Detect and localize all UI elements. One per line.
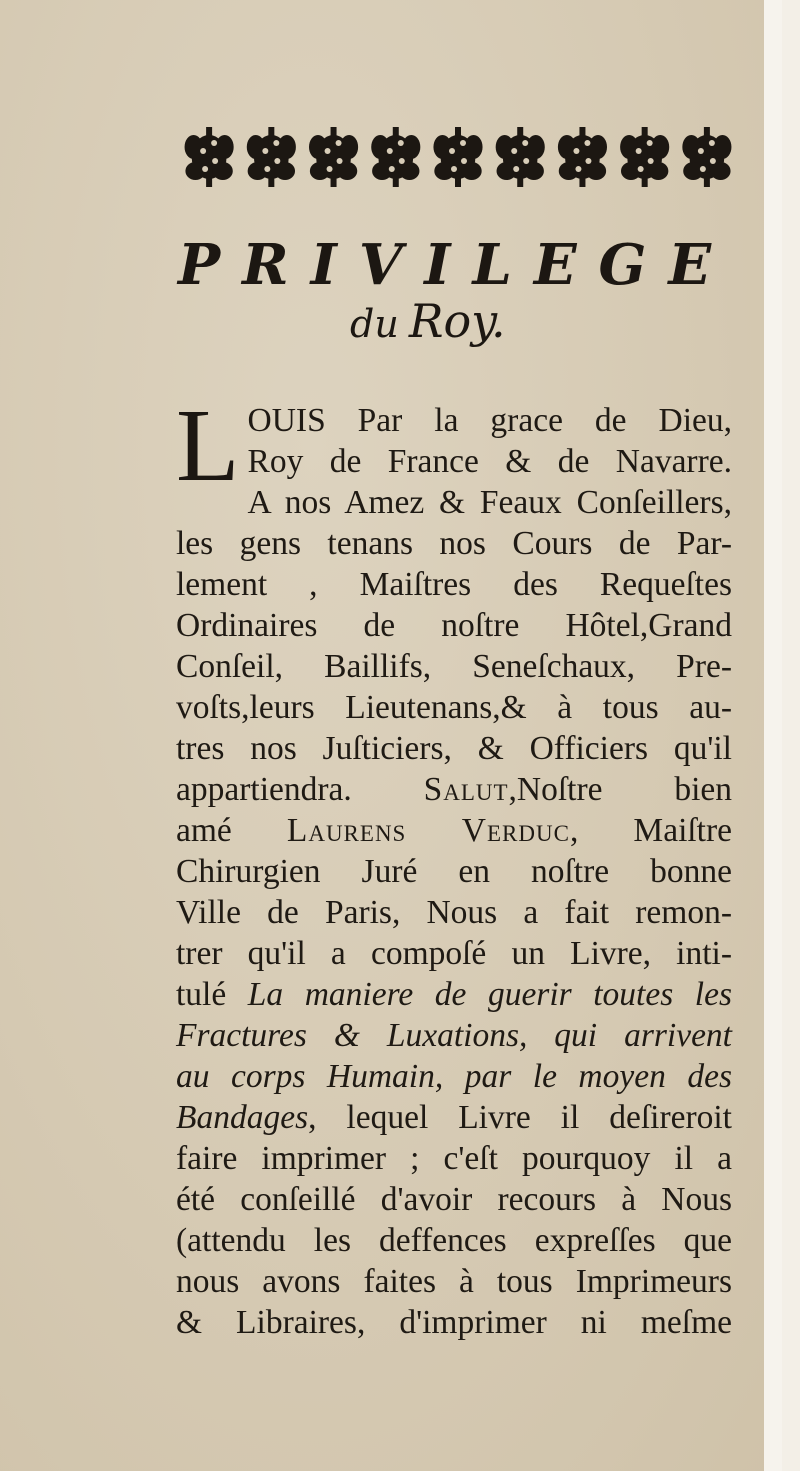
floral-ornament-band	[178, 124, 738, 190]
text-line	[176, 523, 732, 564]
text-run: trer qu'il a compoſé un Livre, inti-	[176, 935, 732, 972]
text-line	[176, 564, 732, 605]
text-run: faire imprimer ; c'eſt pourquoy il a	[176, 1140, 732, 1177]
subtitle-du: du	[350, 302, 399, 346]
text-line	[176, 1097, 732, 1138]
fleuron-icon	[620, 127, 669, 187]
fleuron-icon	[682, 127, 731, 187]
text-line	[176, 769, 732, 810]
fleuron-icon	[558, 127, 607, 187]
fleuron-icon	[247, 127, 296, 187]
text-run: , Maiſtre	[569, 812, 733, 849]
text-line	[176, 933, 732, 974]
drop-capital: L	[176, 388, 240, 503]
text-line	[176, 1138, 732, 1179]
text-line	[176, 441, 732, 482]
text-line	[176, 810, 732, 851]
text-run: Ville de Paris, Nous a fait remon-	[176, 894, 732, 931]
text-line	[176, 1056, 732, 1097]
text-run: ,Noſtre bien	[508, 771, 732, 808]
text-run: amé	[176, 812, 287, 849]
fleuron-icon	[496, 127, 545, 187]
text-run: Conſeil, Baillifs, Seneſchaux, Pre-	[176, 648, 732, 685]
text-run: Ordinaires de noſtre Hôtel,Grand	[176, 607, 732, 644]
text-line	[176, 851, 732, 892]
text-line	[176, 1179, 732, 1220]
page-title: PRIVILEGE	[178, 232, 734, 298]
fleuron-icon	[309, 127, 358, 187]
text-run: tulé	[176, 976, 248, 1013]
text-line	[176, 1261, 732, 1302]
text-line	[176, 687, 732, 728]
fleuron-icon	[371, 127, 420, 187]
text-line	[176, 400, 732, 441]
text-line	[176, 1015, 732, 1056]
text-line	[176, 646, 732, 687]
text-run: appartiendra.	[176, 771, 424, 808]
page-subtitle	[350, 294, 506, 348]
text-run: voſts,leurs Lieutenans,& à tous au-	[176, 689, 732, 726]
text-run: lement , Maiſtres des Requeſtes	[176, 566, 732, 603]
text-run: Chirurgien Juré en noſtre bonne	[176, 853, 732, 890]
text-run: , lequel Livre il deſireroit	[308, 1099, 732, 1136]
text-run: tres nos Juſticiers, & Officiers qu'il	[176, 730, 732, 767]
text-run: (attendu les deffences expreſſes que	[176, 1222, 732, 1259]
text-run: OUIS Par la grace de Dieu,	[247, 402, 732, 439]
text-line	[176, 605, 732, 646]
text-run: Bandages	[176, 1099, 309, 1136]
privilege-text	[176, 388, 733, 1343]
text-run: Salut	[423, 771, 509, 808]
text-run: nous avons faites à tous Imprimeurs	[176, 1263, 732, 1300]
text-run: les gens tenans nos Cours de Par-	[176, 525, 732, 562]
text-line	[176, 974, 732, 1015]
subtitle-roy: Roy.	[408, 294, 506, 348]
text-line	[176, 892, 732, 933]
text-lines	[176, 388, 733, 1343]
fleuron-icon	[185, 127, 234, 187]
text-run: été conſeillé d'avoir recours à Nous	[176, 1181, 732, 1218]
text-run: Laurens Verduc	[286, 812, 570, 849]
text-run: A nos Amez & Feaux Conſeillers,	[247, 484, 732, 521]
text-line	[176, 728, 732, 769]
text-run: au corps Humain, par le moyen des	[176, 1058, 732, 1095]
text-line	[176, 1302, 732, 1343]
text-run: Roy de France & de Navarre.	[247, 443, 732, 480]
text-run: Fractures & Luxations, qui arrivent	[176, 1017, 732, 1054]
text-run: & Libraires, d'imprimer ni meſme	[176, 1304, 732, 1341]
fleuron-icon	[433, 127, 482, 187]
page-margin-edge	[764, 0, 782, 1471]
text-run: La maniere de guerir toutes les	[247, 976, 733, 1013]
text-line	[176, 1220, 732, 1261]
text-line	[176, 482, 732, 523]
